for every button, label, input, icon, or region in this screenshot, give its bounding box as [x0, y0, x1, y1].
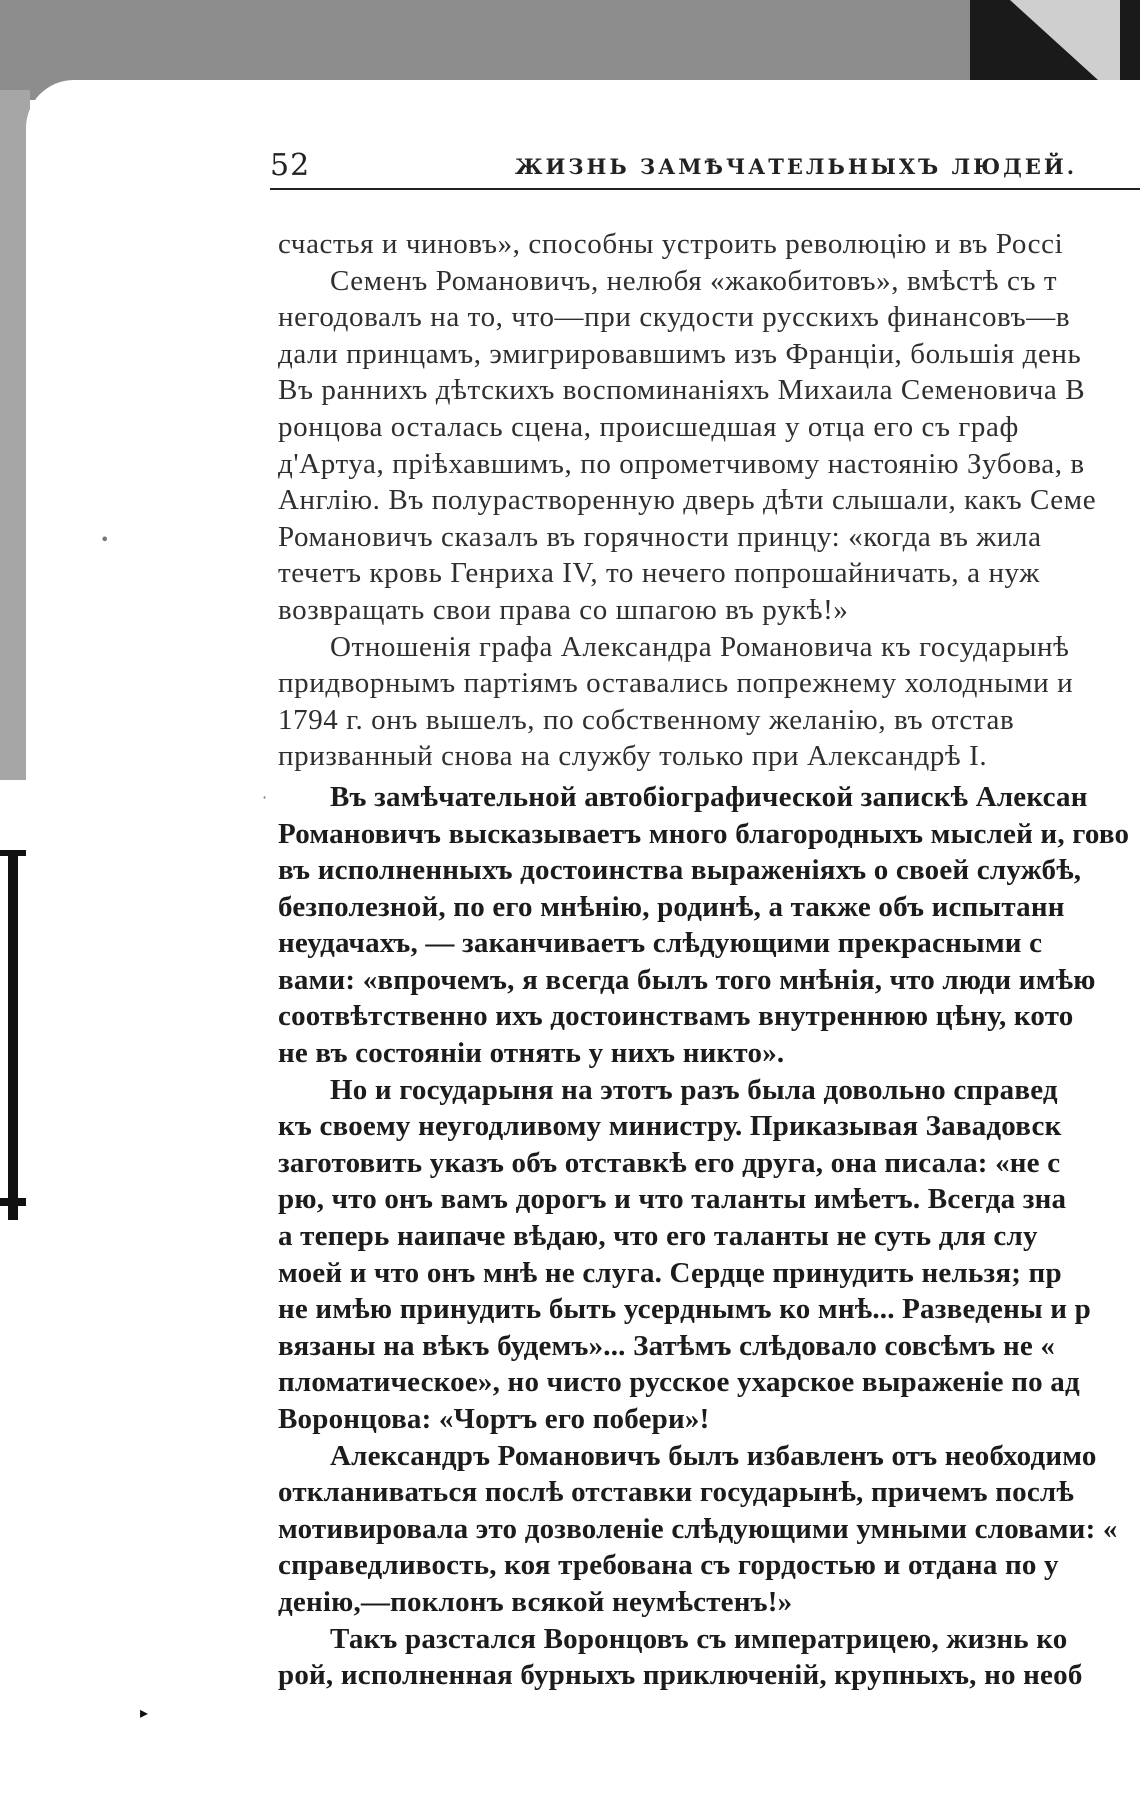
text-line: заготовить указъ объ отставкѣ его друга, она писала: «не с: [278, 1146, 1061, 1179]
text-line: Такъ разстался Воронцовъ съ императрицею, жизнь ко: [330, 1622, 1068, 1655]
text-line: придворнымъ партіямъ оставались попрежнему холодными и: [278, 667, 1074, 700]
text-line: Семенъ Романовичъ, нелюбя «жакобитовъ», вмѣстѣ съ т: [330, 264, 1058, 297]
text-line: не имѣю принудить быть усерднымъ ко мнѣ... Разведены и р: [278, 1293, 1091, 1326]
text-line: денію,—поклонъ всякой неумѣстенъ!»: [278, 1585, 793, 1618]
text-line: рой, исполненная бурныхъ приключеній, крупныхъ, но необ: [278, 1659, 1083, 1692]
dust-speck: •: [100, 530, 110, 549]
text-line: Воронцова: «Чортъ его побери»!: [278, 1403, 710, 1435]
text-line: моей и что онъ мнѣ не слуга. Сердце принудить нельзя; пр: [278, 1256, 1062, 1289]
page-body: [278, 226, 1140, 1694]
text-line: не въ состояніи отнять у нихъ никто».: [278, 1037, 785, 1070]
text-line: безполезной, по его мнѣнію, родинѣ, а также объ испытанн: [278, 890, 1065, 923]
page-number: 52: [270, 148, 311, 183]
text-line: вязаны на вѣкъ будемъ»... Затѣмъ слѣдовало совсѣмъ не «: [278, 1329, 1056, 1362]
text-line: 1794 г. онъ вышелъ, по собственному желанію, въ отстав: [278, 703, 1015, 736]
text-line: ронцова осталась сцена, происшедшая у отца его съ граф: [278, 410, 1019, 443]
text-line: призванный снова на службу только при Александрѣ I.: [278, 740, 988, 773]
running-title: ЖИЗНЬ ЗАМѢЧАТЕЛЬНЫХЪ ЛЮДЕЙ.: [515, 154, 1078, 179]
scan-artifact-cap-top: [0, 850, 26, 856]
text-line: рю, что онъ вамъ дорогъ и что таланты имѣетъ. Всегда зна: [278, 1183, 1067, 1216]
text-line: Но и государыня на этотъ разъ была довольно справед: [330, 1073, 1058, 1106]
text-line: соотвѣтственно ихъ достоинствамъ внутреннюю цѣну, кото: [278, 1000, 1074, 1033]
text-line: Отношенія графа Александра Романовича къ государынѣ: [330, 630, 1070, 663]
text-line: справедливость, коя требована съ гордостью и отдана по у: [278, 1549, 1059, 1582]
dust-speck: ▸: [140, 1703, 149, 1722]
text-line: д'Артуа, пріѣхавшимъ, по опрометчивому настоянію Зубова, в: [278, 447, 1085, 480]
dust-speck: ·: [262, 788, 268, 807]
text-line: откланиваться послѣ отставки государынѣ, причемъ послѣ: [278, 1476, 1074, 1509]
text-line: Александръ Романовичъ былъ избавленъ отъ необходимо: [330, 1439, 1097, 1472]
page-header: [270, 142, 1140, 190]
text-line: Англію. Въ полурастворенную дверь дѣти слышали, какъ Семе: [278, 484, 1097, 517]
text-line: течетъ кровь Генриха IV, то нечего попрошайничать, а нуж: [278, 557, 1040, 590]
text-line: мотивировала это дозволеніе слѣдующими умными словами: «: [278, 1512, 1118, 1545]
scan-artifact-cap-bottom: [0, 1198, 26, 1206]
text-line: въ исполненныхъ достоинства выраженіяхъ о своей службѣ,: [278, 854, 1082, 887]
text-line: Романовичъ высказываетъ много благородныхъ мыслей и, гово: [278, 817, 1130, 850]
text-line: Романовичъ сказалъ въ горячности принцу: «когда въ жила: [278, 520, 1042, 553]
text-line: неудачахъ, — заканчиваетъ слѣдующими прекрасными с: [278, 927, 1043, 960]
text-line: дали принцамъ, эмигрировавшимъ изъ Франціи, большія день: [278, 337, 1082, 370]
text-line: возвращать свои права со шпагою въ рукѣ!»: [278, 593, 849, 626]
text-line: къ своему неугодливому министру. Приказывая Завадовск: [278, 1110, 1062, 1143]
text-line: счастья и чиновъ», способны устроить революцію и въ Россі: [278, 228, 1064, 260]
text-line: Въ раннихъ дѣтскихъ воспоминаніяхъ Михаила Семеновича В: [278, 374, 1086, 407]
text-line: пломатическое», но чисто русское ухарское выраженіе по ад: [278, 1366, 1080, 1399]
text-line: негодовалъ на то, что—при скудости русскихъ финансовъ—в: [278, 301, 1071, 334]
text-line: вами: «впрочемъ, я всегда былъ того мнѣнія, что люди имѣю: [278, 963, 1096, 996]
scan-artifact-bar: [8, 850, 18, 1220]
text-line: Въ замѣчательной автобіографической запискѣ Алексан: [330, 780, 1088, 813]
text-line: а теперь наипаче вѣдаю, что его таланты не суть для слу: [278, 1220, 1038, 1253]
